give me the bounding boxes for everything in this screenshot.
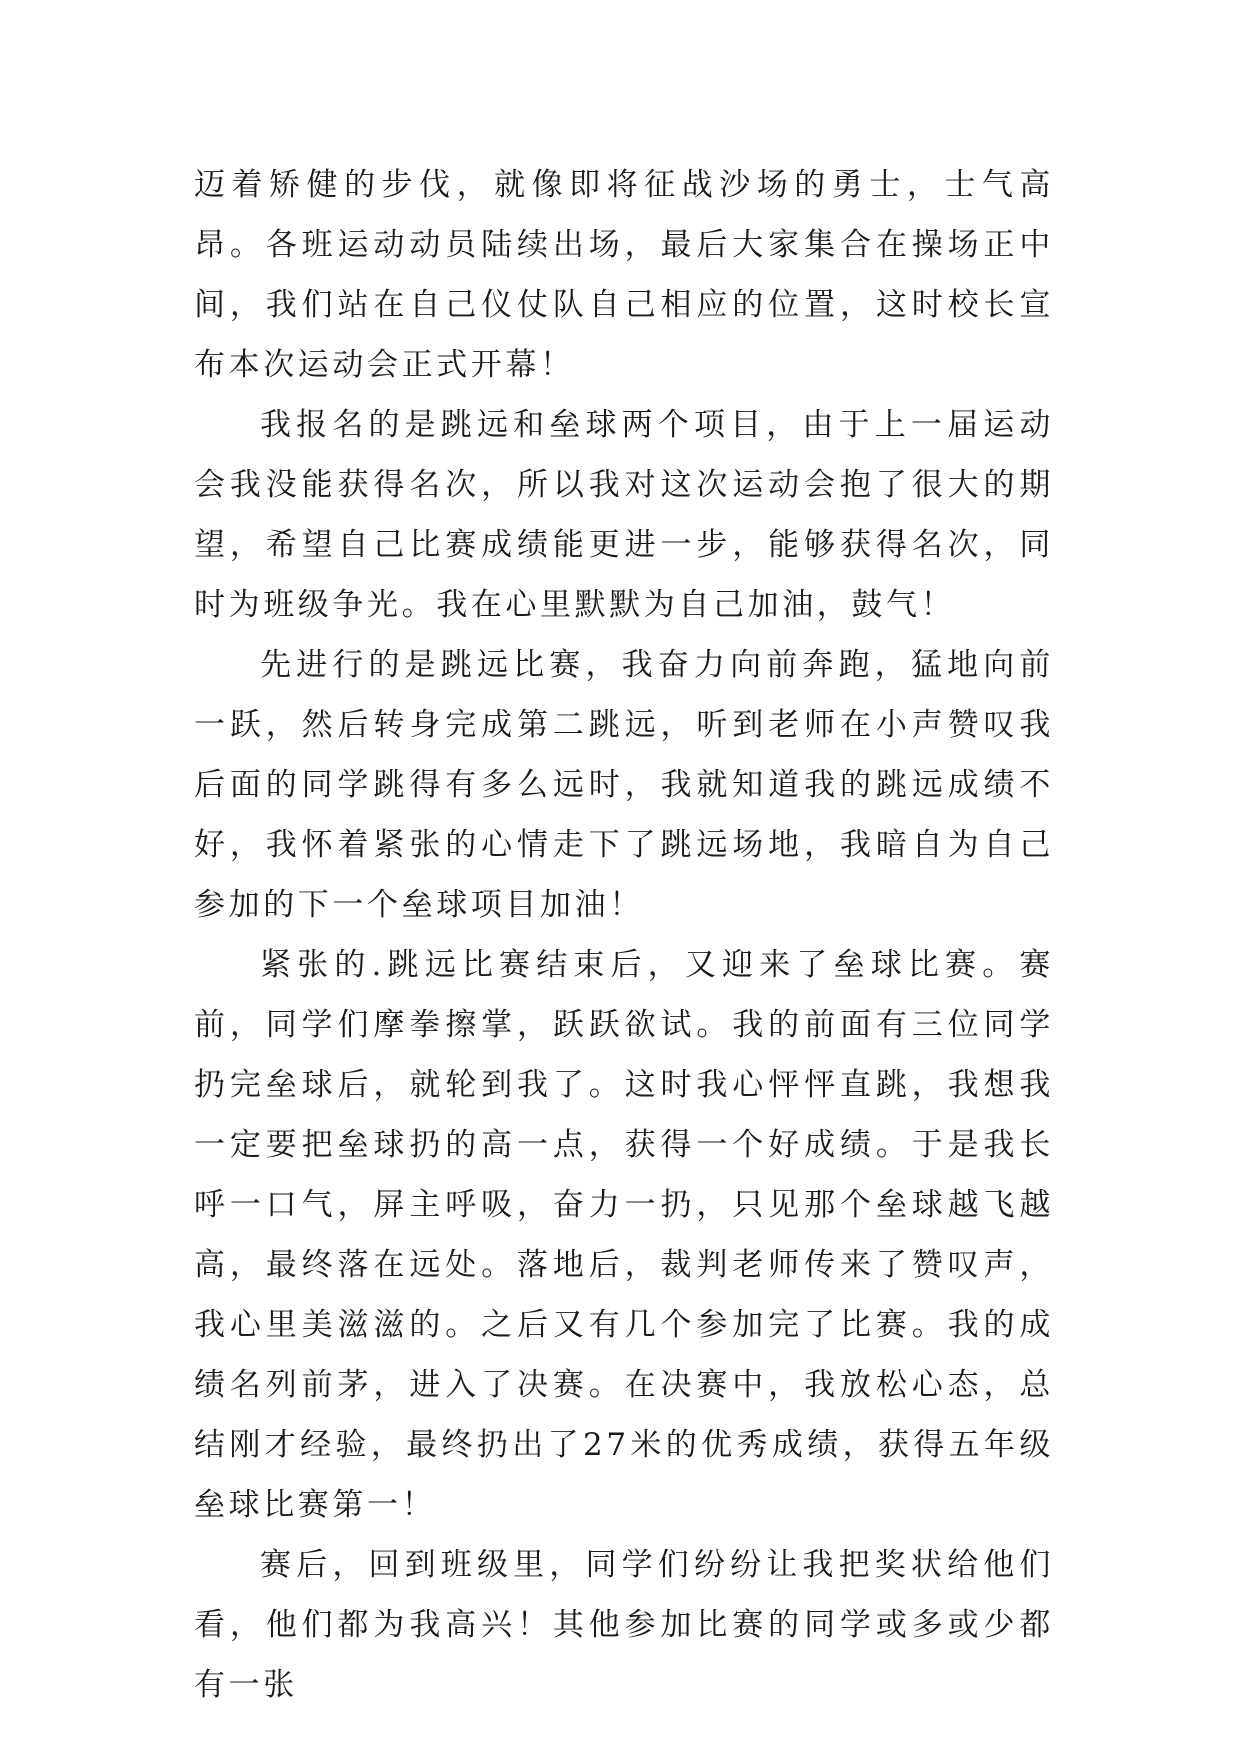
paragraph-5: 赛后，回到班级里，同学们纷纷让我把奖状给他们看，他们都为我高兴！其他参加比赛的同学或多或少都有一张 (194, 1547, 1054, 1703)
paragraph-1: 迈着矫健的步伐，就像即将征战沙场的勇士，士气高昂。各班运动动员陆续出场，最后大家集合在操场正中间，我们站在自己仪仗队自己相应的位置，这时校长宣布本次运动会正式开幕！ (194, 167, 1054, 383)
paragraph-4: 紧张的.跳远比赛结束后，又迎来了垒球比赛。赛前，同学们摩拳擦掌，跃跃欲试。我的前面有三位同学扔完垒球后，就轮到我了。这时我心怦怦直跳，我想我一定要把垒球扔的高一点，获得一个好成绩。于是我长呼一口气，屏主呼吸，奋力一扔，只见那个垒球越飞越高，最终落在远处。落地后，裁判老师传来了赞叹声，我心里美滋滋的。之后又有几个参加完了比赛。我的成绩名列前茅，进入了决赛。在决赛中，我放松心态，总结刚才经验，最终扔出了27米的优秀成绩，获得五年级垒球比赛第一！ (194, 947, 1054, 1523)
paragraph-2: 我报名的是跳远和垒球两个项目，由于上一届运动会我没能获得名次，所以我对这次运动会抱了很大的期望，希望自己比赛成绩能更进一步，能够获得名次，同时为班级争光。我在心里默默为自己加油，鼓气！ (194, 407, 1054, 623)
document-body (194, 155, 1054, 1715)
paragraph-3: 先进行的是跳远比赛，我奋力向前奔跑，猛地向前一跃，然后转身完成第二跳远，听到老师在小声赞叹我后面的同学跳得有多么远时，我就知道我的跳远成绩不好，我怀着紧张的心情走下了跳远场地，我暗自为自己参加的下一个垒球项目加油！ (194, 647, 1054, 923)
